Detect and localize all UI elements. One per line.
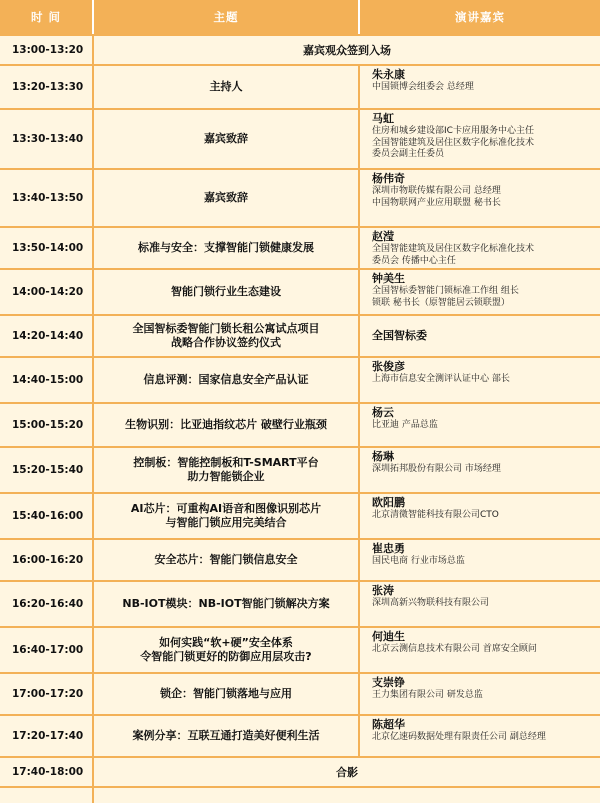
speaker-name: 张涛 [372, 584, 394, 597]
table-row [0, 404, 600, 446]
table-row [0, 36, 600, 64]
speaker-title: 锁联 秘书长（原智能居云锁联盟） [372, 297, 510, 308]
time-cell: 14:20-14:40 [0, 316, 92, 356]
speaker-cell [360, 110, 600, 168]
speaker-title: 国民电商 行业市场总监 [372, 556, 465, 566]
table-row [0, 448, 600, 492]
topic-line: 控制板：智能控制板和T-SMART平台 [133, 456, 319, 469]
topic-cell [94, 494, 358, 538]
time-cell: 17:20-17:40 [0, 716, 92, 756]
topic-line: 信息评测：国家信息安全产品认证 [143, 373, 309, 386]
time-cell: 17:40-18:00 [0, 758, 92, 786]
topic-line: 战略合作协议签约仪式 [171, 336, 281, 349]
speaker-name: 杨云 [372, 406, 394, 419]
topic-cell [94, 582, 358, 626]
speaker-name: 陈超华 [372, 718, 405, 731]
topic-cell [94, 540, 358, 580]
topic-cell [94, 358, 358, 402]
table-row [0, 110, 600, 168]
speaker-cell [360, 540, 600, 580]
topic-line: 助力智能锁企业 [187, 470, 265, 483]
speaker-name: 何迪生 [372, 630, 405, 643]
topic-cell [94, 674, 358, 714]
speaker-title: 深圳拓邦股份有限公司 市场经理 [372, 464, 501, 474]
topic-cell [94, 316, 358, 356]
speaker-cell [360, 494, 600, 538]
time-cell: 16:20-16:40 [0, 582, 92, 626]
time-cell: 15:40-16:00 [0, 494, 92, 538]
speaker-name: 杨伟奇 [372, 172, 405, 185]
session-cell: 嘉宾观众签到入场 [94, 36, 600, 64]
time-cell: 13:40-13:50 [0, 170, 92, 226]
speaker-name: 支崇铮 [372, 676, 405, 689]
topic-line: 全国智标委智能门锁长租公寓试点项目 [132, 322, 320, 335]
table-row [0, 228, 600, 268]
time-cell: 13:20-13:30 [0, 66, 92, 108]
speaker-title: 北京云测信息技术有限公司 首席安全顾问 [372, 644, 537, 654]
time-cell: 16:00-16:20 [0, 540, 92, 580]
topic-cell [94, 270, 358, 314]
table-row [0, 358, 600, 402]
header-topic: 主题 [213, 10, 239, 24]
topic-line: 嘉宾致辞 [204, 132, 248, 145]
speaker-cell [360, 170, 600, 226]
speaker-cell [360, 674, 600, 714]
topic-line: 生物识别：比亚迪指纹芯片 破壁行业瓶颈 [125, 418, 327, 431]
topic-cell [94, 228, 358, 268]
topic-line: 安全芯片：智能门锁信息安全 [154, 553, 298, 566]
topic-cell [94, 66, 358, 108]
session-cell [94, 788, 600, 803]
table-row [0, 66, 600, 108]
speaker-cell [360, 270, 600, 314]
table-row [0, 540, 600, 580]
speaker-name: 崔忠勇 [372, 542, 405, 555]
topic-cell [94, 110, 358, 168]
speaker-title: 全国智能建筑及居住区数字化标准化技术 [372, 244, 535, 254]
table-row [0, 674, 600, 714]
time-cell: 15:00-15:20 [0, 404, 92, 446]
speaker-cell [360, 628, 600, 672]
topic-line: 案例分享：互联互通打造美好便利生活 [132, 729, 320, 742]
time-cell: 14:40-15:00 [0, 358, 92, 402]
table-row [0, 582, 600, 626]
session-cell: 合影 [94, 758, 600, 786]
speaker-cell [360, 448, 600, 492]
speaker-name: 朱永康 [372, 68, 405, 81]
time-cell: 16:40-17:00 [0, 628, 92, 672]
topic-line: NB-IOT模块：NB-IOT智能门锁解决方案 [122, 597, 330, 610]
topic-cell [94, 404, 358, 446]
time-cell: 13:30-13:40 [0, 110, 92, 168]
speaker-cell [360, 316, 600, 356]
topic-line: 令智能门锁更好的防御应用层攻击? [140, 650, 312, 663]
table-row [0, 628, 600, 672]
speaker-name: 杨琳 [372, 450, 394, 463]
speaker-cell [360, 716, 600, 756]
time-cell: 15:20-15:40 [0, 448, 92, 492]
table-row [0, 758, 600, 786]
table-row [0, 170, 600, 226]
table-row [0, 316, 600, 356]
table-row [0, 494, 600, 538]
speaker-title: 深圳高新兴物联科技有限公司 [372, 598, 490, 608]
topic-line: 标准与安全：支撑智能门锁健康发展 [138, 241, 314, 254]
speaker-title: 北京亿速码数据处理有限责任公司 副总经理 [372, 732, 546, 742]
time-cell: 14:00-14:20 [0, 270, 92, 314]
speaker-title: 比亚迪 产品总监 [372, 420, 438, 430]
topic-cell [94, 628, 358, 672]
topic-line: 智能门锁行业生态建设 [171, 285, 281, 298]
table-row [0, 270, 600, 314]
speaker-title: 中国物联网产业应用联盟 秘书长 [372, 197, 501, 208]
speaker-cell [360, 228, 600, 268]
speaker-title: 上海市信息安全测评认证中心 部长 [372, 374, 510, 384]
header-time: 时 间 [30, 10, 61, 24]
time-cell: 13:00-13:20 [0, 36, 92, 64]
topic-line: 锁企：智能门锁落地与应用 [160, 687, 292, 700]
time-cell: 17:00-17:20 [0, 674, 92, 714]
table-row [0, 788, 600, 803]
speaker-title: 委员会 传播中心主任 [372, 255, 456, 266]
speaker-title: 全国智能建筑及居住区数字化标准化技术 [372, 137, 535, 148]
table-row [0, 716, 600, 756]
speaker-cell [360, 404, 600, 446]
speaker-title: 北京清微智能科技有限公司CTO [372, 510, 499, 520]
topic-cell [94, 716, 358, 756]
speaker-name: 张俊彦 [372, 360, 405, 373]
time-cell [0, 788, 92, 803]
speaker-title: 住房和城乡建设部IC卡应用服务中心主任 [372, 126, 534, 136]
topic-line: 嘉宾致辞 [204, 191, 248, 204]
topic-line: AI芯片：可重构AI语音和图像识别芯片 [130, 502, 322, 515]
topic-line: 与智能门锁应用完美结合 [165, 516, 287, 529]
table-header [0, 0, 600, 34]
speaker-name: 全国智标委 [372, 329, 427, 342]
speaker-title: 中国锁博会组委会 总经理 [372, 82, 474, 92]
speaker-title: 王力集团有限公司 研发总监 [372, 690, 483, 700]
speaker-name: 马虹 [372, 112, 394, 125]
speaker-title: 深圳市物联传媒有限公司 总经理 [372, 186, 501, 196]
topic-line: 主持人 [209, 80, 243, 93]
topic-line: 如何实践“软+硬”安全体系 [159, 636, 293, 649]
header-speaker: 演讲嘉宾 [455, 10, 505, 24]
speaker-title: 全国智标委智能门锁标准工作组 组长 [372, 286, 519, 296]
speaker-cell [360, 358, 600, 402]
time-cell: 13:50-14:00 [0, 228, 92, 268]
speaker-cell [360, 66, 600, 108]
speaker-cell [360, 582, 600, 626]
topic-cell [94, 170, 358, 226]
topic-cell [94, 448, 358, 492]
speaker-name: 赵滢 [372, 230, 394, 243]
speaker-title: 委员会副主任委员 [372, 149, 445, 159]
speaker-name: 欧阳鹏 [372, 496, 405, 509]
speaker-name: 钟美生 [372, 272, 405, 285]
